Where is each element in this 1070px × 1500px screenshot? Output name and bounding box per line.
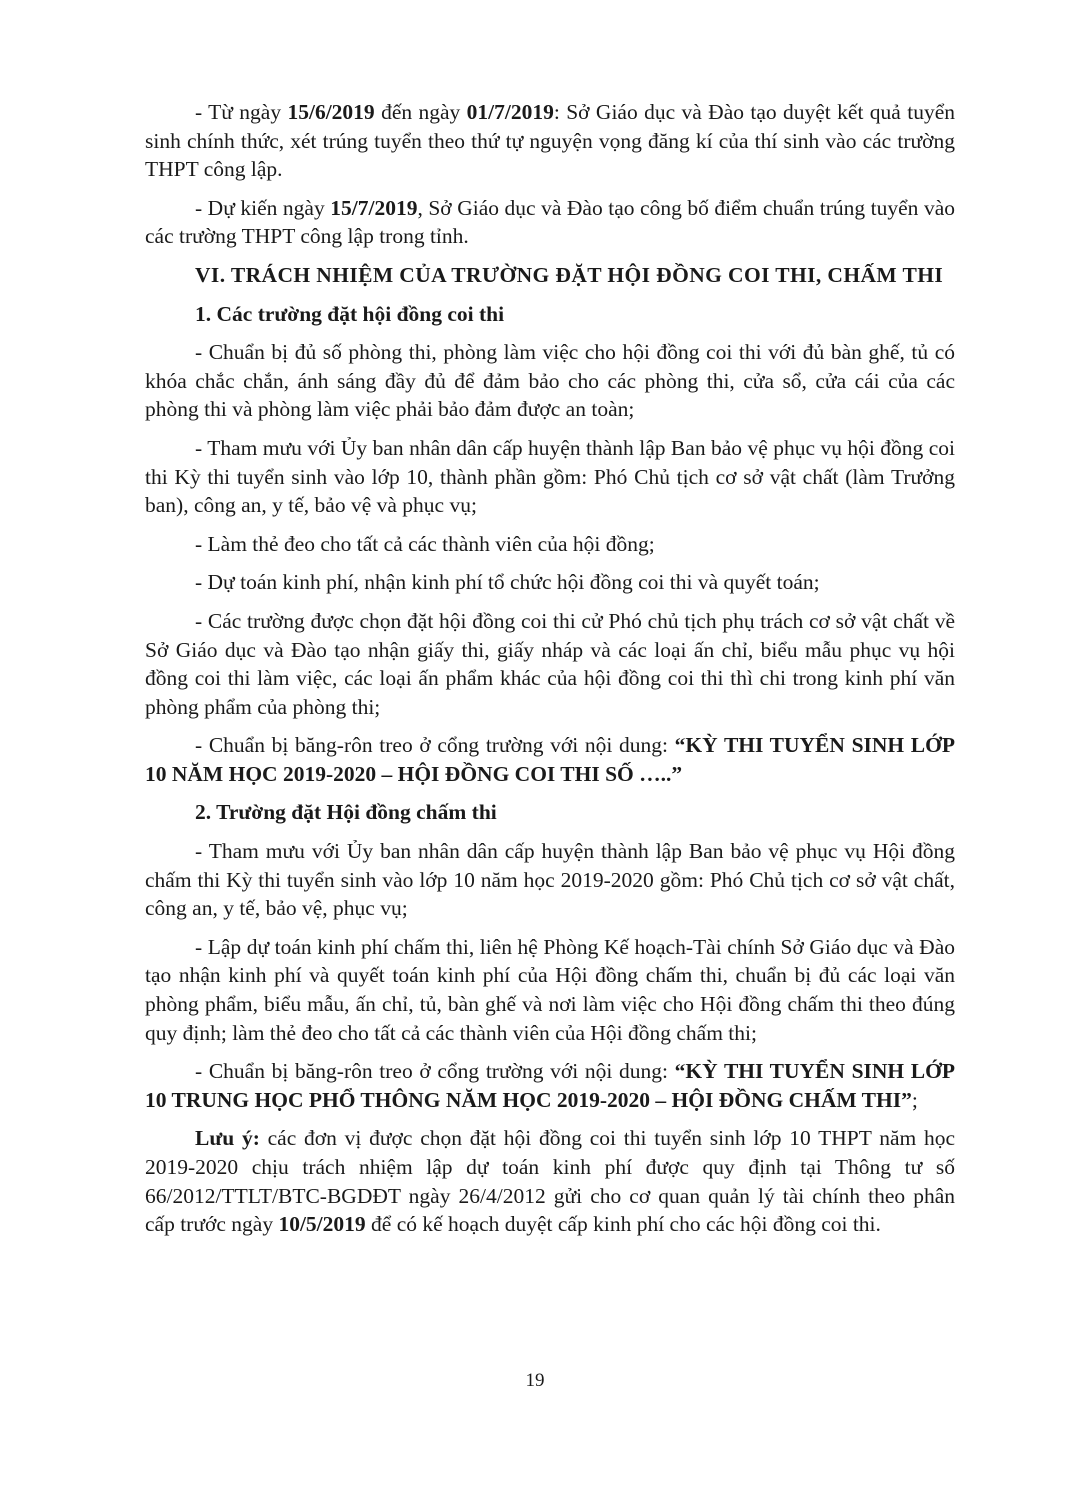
- note-label: Lưu ý:: [195, 1126, 260, 1151]
- subsection-heading-1: 1. Các trường đặt hội đồng coi thi: [195, 301, 505, 326]
- list-item: - Lập dự toán kinh phí chấm thi, liên hệ Phòng Kế hoạch-Tài chính Sở Giáo dục và Đào tạo nhận kinh phí và quyết toán kinh phí của Hội đồng chấm thi, chuẩn bị đủ các loại văn phòng phẩm, biểu mẫu, ấn chỉ, tủ, bàn ghế và nơi làm việc cho Hội đồng chấm thi theo đúng quy định; làm thẻ đeo cho tất cả các thành viên của Hội đồng chấm thi;: [145, 934, 955, 1045]
- document-page: [145, 98, 955, 1249]
- paragraph-results-approval: [145, 98, 955, 184]
- list-item: - Dự toán kinh phí, nhận kinh phí tổ chức hội đồng coi thi và quyết toán;: [195, 570, 820, 595]
- section-heading-vi: VI. TRÁCH NHIỆM CỦA TRƯỜNG ĐẶT HỘI ĐỒNG COI THI, CHẤM THI: [195, 262, 944, 287]
- page-number: 19: [525, 1370, 545, 1391]
- note-paragraph: [145, 1124, 955, 1238]
- list-item: - Tham mưu với Ủy ban nhân dân cấp huyện thành lập Ban bảo vệ phục vụ hội đồng coi thi Kỳ thi tuyển sinh vào lớp 10, thành phần gồm: Phó Chủ tịch cơ sở vật chất (làm Trưởng ban), công an, y tế, bảo vệ và phục vụ;: [145, 435, 955, 518]
- text: ;: [911, 1087, 918, 1112]
- paragraph-cutoff-announcement: [145, 194, 955, 251]
- text: các đơn vị được chọn đặt hội đồng coi thi tuyển sinh lớp 10 THPT năm học 2019-2020 chịu trách nhiệm lập dự toán kinh phí được quy định tại Thông tư số 66/2012/TTLT/BTC-BGDĐT ngày 26/4/2012 gửi cho cơ quan quản lý tài chính theo phân cấp trước ngày: [145, 1126, 956, 1237]
- banner-text: “KỲ THI TUYỂN SINH LỚP 10 TRUNG HỌC PHỔ THÔNG NĂM HỌC 2019-2020 – HỘI ĐỒNG CHẤM THI”: [145, 1059, 955, 1112]
- subsection-heading-2: 2. Trường đặt Hội đồng chấm thi: [195, 800, 497, 825]
- list-item-banner: [145, 1057, 955, 1114]
- list-item: - Chuẩn bị đủ số phòng thi, phòng làm việc cho hội đồng coi thi với đủ bàn ghế, tủ có khóa chắc chắn, ánh sáng đầy đủ để đảm bảo cho các phòng thi, cửa sổ, cửa cái của các phòng thi và phòng làm việc phải bảo đảm được an toàn;: [145, 340, 955, 422]
- text: - Chuẩn bị băng-rôn treo ở cổng trường với nội dung:: [195, 1059, 675, 1084]
- text: - Dự kiến ngày: [195, 195, 331, 220]
- list-item: - Các trường được chọn đặt hội đồng coi thi cử Phó chủ tịch phụ trách cơ sở vật chất về Sở Giáo dục và Đào tạo nhận giấy thi, giấy nháp và các loại ấn chỉ, biểu mẫu phục vụ hội đồng coi thi làm việc, các loại ấn phẩm khác của hội đồng coi thi thì chi trong kinh phí văn phòng phẩm của phòng thi;: [145, 608, 955, 719]
- banner-text: “KỲ THI TUYỂN SINH LỚP 10 NĂM HỌC 2019-2020 – HỘI ĐỒNG COI THI SỐ …..”: [145, 733, 955, 786]
- text: để có kế hoạch duyệt cấp kinh phí cho các hội đồng coi thi.: [365, 1212, 881, 1237]
- list-item: - Làm thẻ đeo cho tất cả các thành viên của hội đồng;: [195, 531, 655, 556]
- text: đến ngày: [374, 100, 467, 124]
- announce-date: 15/7/2019: [330, 195, 418, 220]
- text: - Từ ngày: [195, 100, 288, 124]
- date-from: 15/6/2019: [287, 100, 375, 124]
- deadline-date: 10/5/2019: [278, 1212, 366, 1237]
- date-to: 01/7/2019: [466, 100, 554, 124]
- list-item: - Tham mưu với Ủy ban nhân dân cấp huyện thành lập Ban bảo vệ phục vụ Hội đồng chấm thi Kỳ thi tuyển sinh vào lớp 10 năm học 2019-2020 gồm: Phó Chủ tịch cơ sở vật chất, công an, y tế, bảo vệ, phục vụ;: [145, 839, 955, 921]
- text: : Sở Giáo dục và Đào tạo duyệt kết quả tuyển sinh chính thức, xét trúng tuyển theo thứ tự nguyện vọng đăng kí của thí sinh vào các trường THPT công lập.: [145, 100, 955, 182]
- list-item-banner: [145, 731, 955, 788]
- text: , Sở Giáo dục và Đào tạo công bố điểm chuẩn trúng tuyển vào các trường THPT công lập trong tỉnh.: [145, 195, 955, 249]
- text: - Chuẩn bị băng-rôn treo ở cổng trường với nội dung:: [195, 733, 675, 758]
